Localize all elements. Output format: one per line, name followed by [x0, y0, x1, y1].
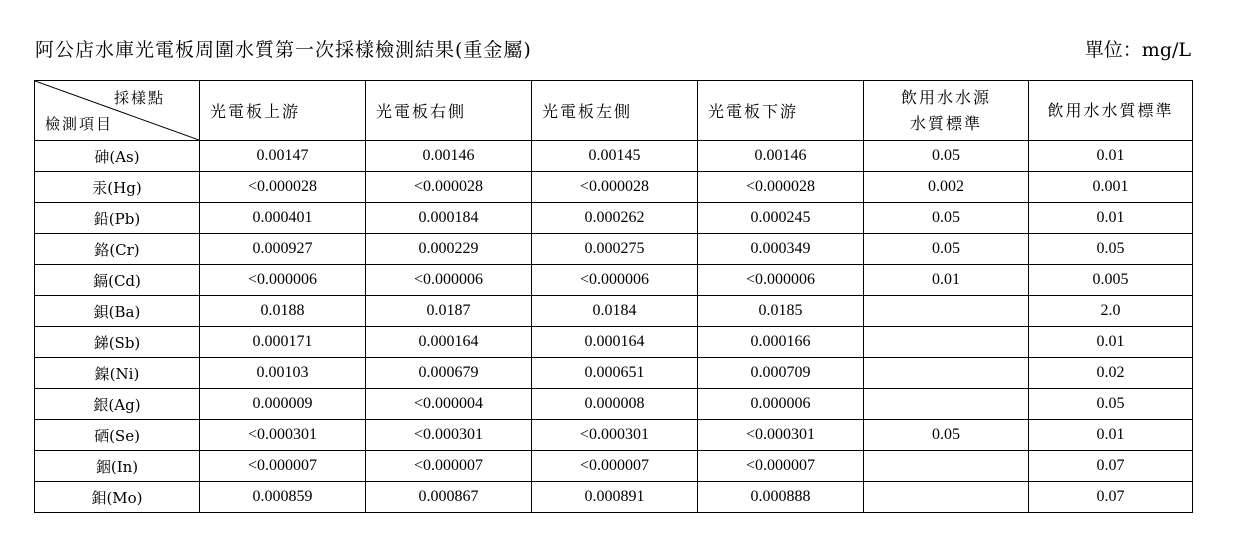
table-cell: 0.00103 [200, 358, 366, 389]
source-std-line-2: 水質標準 [909, 113, 982, 133]
table-cell: 0.000171 [200, 327, 366, 358]
table-cell: 0.01 [1029, 420, 1193, 451]
column-header-source-water-standard [864, 81, 1029, 141]
document-title: 阿公店水庫光電板周圍水質第一次採樣檢測結果(重金屬) [35, 39, 532, 61]
table-cell: 0.00146 [366, 141, 532, 172]
table-row [35, 265, 1193, 296]
table-cell: 0.05 [864, 420, 1029, 451]
table-cell: 0.000651 [532, 358, 698, 389]
table-row [35, 172, 1193, 203]
table-cell: <0.000007 [366, 451, 532, 482]
table-row [35, 327, 1193, 358]
table-row [35, 420, 1193, 451]
table-cell: 0.05 [1029, 389, 1193, 420]
table-cell: 0.000006 [698, 389, 864, 420]
table-cell: 0.00145 [532, 141, 698, 172]
column-header-upstream: 光電板上游 [200, 81, 366, 141]
table-row [35, 482, 1193, 513]
row-item-label: 鉬(Mo) [35, 482, 200, 513]
table-cell: 0.01 [1029, 203, 1193, 234]
table-cell: 0.000164 [366, 327, 532, 358]
table-cell: 0.000009 [200, 389, 366, 420]
table-cell: 0.000229 [366, 234, 532, 265]
table-cell: 0.000166 [698, 327, 864, 358]
table-cell: 0.05 [864, 234, 1029, 265]
table-cell: 0.05 [864, 141, 1029, 172]
column-header-downstream: 光電板下游 [698, 81, 864, 141]
results-table [34, 80, 1193, 513]
table-cell: 0.05 [864, 203, 1029, 234]
table-cell: 0.0184 [532, 296, 698, 327]
table-cell: 0.0187 [366, 296, 532, 327]
table-cell: <0.000007 [200, 451, 366, 482]
table-cell: <0.000301 [532, 420, 698, 451]
table-cell: <0.000301 [200, 420, 366, 451]
table-cell: 0.000401 [200, 203, 366, 234]
table-cell: 0.000891 [532, 482, 698, 513]
table-cell: 0.005 [1029, 265, 1193, 296]
table-cell: <0.000006 [366, 265, 532, 296]
table-cell [864, 389, 1029, 420]
row-item-label: 鋇(Ba) [35, 296, 200, 327]
table-cell: <0.000028 [698, 172, 864, 203]
table-cell: 0.000679 [366, 358, 532, 389]
corner-header-cell [35, 81, 200, 141]
corner-label-sampling-point: 採樣點 [113, 89, 165, 107]
table-cell: 0.000275 [532, 234, 698, 265]
table-cell: 0.000709 [698, 358, 864, 389]
row-item-label: 銀(Ag) [35, 389, 200, 420]
row-item-label: 銦(In) [35, 451, 200, 482]
table-row [35, 389, 1193, 420]
table-cell: 0.000859 [200, 482, 366, 513]
table-cell: 0.0185 [698, 296, 864, 327]
table-cell [864, 296, 1029, 327]
table-row [35, 141, 1193, 172]
table-cell: 0.000867 [366, 482, 532, 513]
table-cell: 0.01 [864, 265, 1029, 296]
table-cell: 0.00146 [698, 141, 864, 172]
table-cell [864, 358, 1029, 389]
table-cell: 0.000888 [698, 482, 864, 513]
column-header-drinking-water-standard: 飲用水水質標準 [1029, 81, 1193, 141]
table-row [35, 358, 1193, 389]
table-row [35, 296, 1193, 327]
table-cell: 2.0 [1029, 296, 1193, 327]
column-header-right-side: 光電板右側 [366, 81, 532, 141]
table-cell: 0.01 [1029, 141, 1193, 172]
table-cell: 0.000927 [200, 234, 366, 265]
row-item-label: 硒(Se) [35, 420, 200, 451]
table-cell: <0.000004 [366, 389, 532, 420]
table-row [35, 451, 1193, 482]
table-cell: 0.000245 [698, 203, 864, 234]
table-cell [864, 482, 1029, 513]
row-item-label: 鎘(Cd) [35, 265, 200, 296]
table-cell: 0.000262 [532, 203, 698, 234]
table-cell: 0.002 [864, 172, 1029, 203]
table-cell: <0.000006 [200, 265, 366, 296]
table-cell: <0.000006 [698, 265, 864, 296]
table-cell: <0.000028 [366, 172, 532, 203]
row-item-label: 鎳(Ni) [35, 358, 200, 389]
row-item-label: 銻(Sb) [35, 327, 200, 358]
table-cell: <0.000007 [532, 451, 698, 482]
table-cell: 0.02 [1029, 358, 1193, 389]
table-cell: 0.07 [1029, 451, 1193, 482]
table-cell: 0.000349 [698, 234, 864, 265]
table-cell: <0.000007 [698, 451, 864, 482]
table-cell: 0.000008 [532, 389, 698, 420]
table-cell [864, 451, 1029, 482]
table-cell: 0.05 [1029, 234, 1193, 265]
table-cell: 0.0188 [200, 296, 366, 327]
table-cell: 0.01 [1029, 327, 1193, 358]
row-item-label: 砷(As) [35, 141, 200, 172]
table-row [35, 203, 1193, 234]
table-row [35, 234, 1193, 265]
row-item-label: 鉛(Pb) [35, 203, 200, 234]
table-cell: 0.000164 [532, 327, 698, 358]
table-cell: 0.00147 [200, 141, 366, 172]
table-cell: <0.000006 [532, 265, 698, 296]
table-body [35, 141, 1193, 513]
table-cell: <0.000028 [200, 172, 366, 203]
row-item-label: 鉻(Cr) [35, 234, 200, 265]
unit-label: 單位：mg/L [1084, 39, 1191, 61]
row-item-label: 汞(Hg) [35, 172, 200, 203]
table-cell: <0.000301 [366, 420, 532, 451]
corner-label-test-item: 檢測項目 [45, 115, 114, 133]
table-cell: 0.07 [1029, 482, 1193, 513]
source-std-line-1: 飲用水水源 [900, 87, 991, 107]
column-header-left-side: 光電板左側 [532, 81, 698, 141]
table-cell: <0.000028 [532, 172, 698, 203]
table-cell: 0.001 [1029, 172, 1193, 203]
header-row [35, 81, 1193, 141]
table-cell: 0.000184 [366, 203, 532, 234]
table-cell: <0.000301 [698, 420, 864, 451]
table-cell [864, 327, 1029, 358]
